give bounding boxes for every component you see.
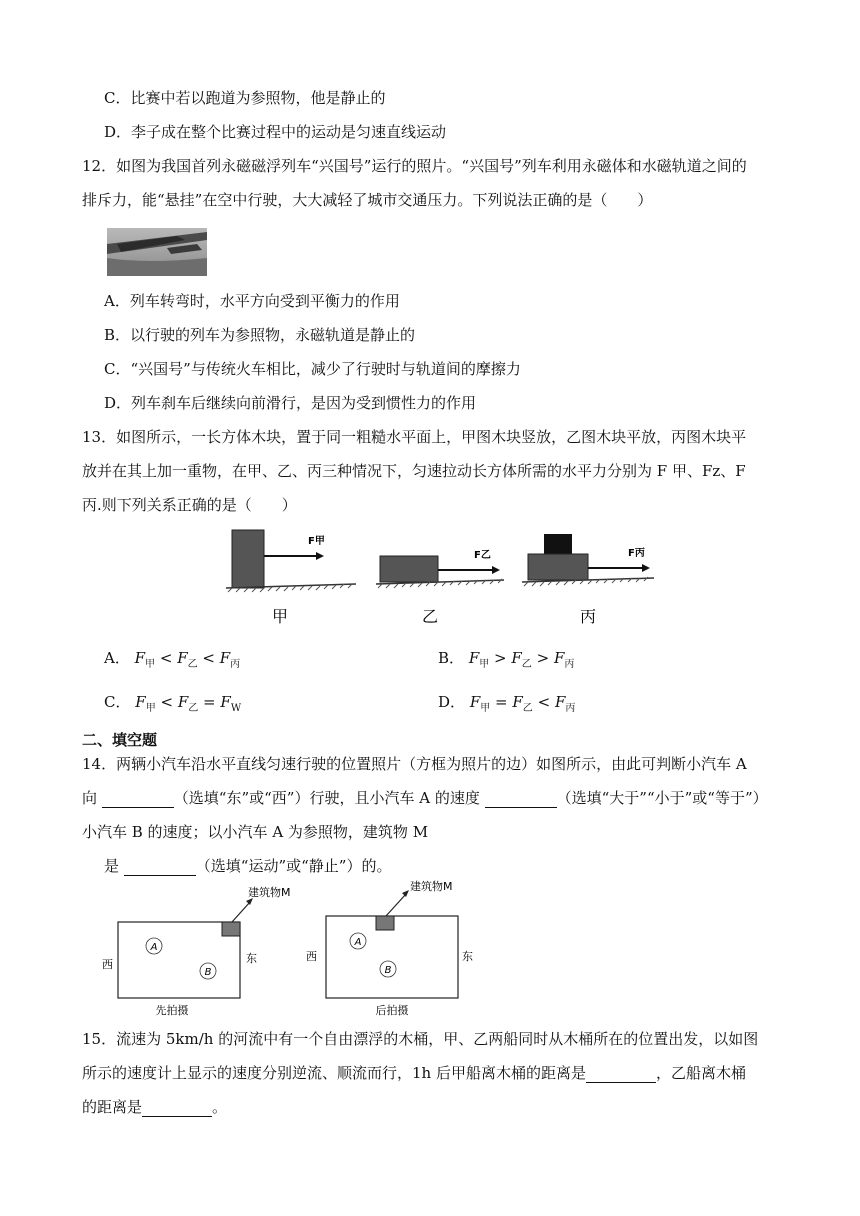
caption-second: 后拍摄 (375, 1004, 409, 1017)
q13-option-a: A． $F_甲 < F_乙 < F_丙$ (104, 649, 241, 670)
q14-stem-line2: 向 （选填“东”或“西”）行驶，且小汽车 A 的速度 （选填“大于”“小于”或“等于”） (82, 789, 768, 807)
q12-stem-line1: 12．如图为我国首列永磁磁浮列车“兴国号”运行的照片。“兴国号”列车利用永磁体和水磁轨道之间的 (82, 157, 747, 175)
caption-first: 先拍摄 (155, 1004, 189, 1017)
east-label-second: 东 (462, 950, 473, 963)
figure-bing (522, 534, 654, 626)
west-label-second: 西 (306, 950, 317, 963)
q12-option-a: A．列车转弯时，水平方向受到平衡力的作用 (104, 292, 400, 310)
q13-stem-line2: 放并在其上加一重物，在甲、乙、丙三种情况下，匀速拉动长方体所需的水平力分别为 F 甲、Fz、F (82, 462, 746, 480)
q12-option-c: C．“兴国号”与传统火车相比，减少了行驶时与轨道间的摩擦力 (104, 360, 521, 378)
q14-blank-1[interactable] (102, 791, 174, 808)
q14-stem-line4: 是 （选填“运动”或“静止”）的。 (104, 857, 392, 875)
maglev-train-photo (107, 228, 207, 276)
photo-first (102, 885, 291, 1017)
force-label-bing: F丙 (628, 548, 645, 559)
q13-option-b: B． $F_甲 > F_乙 > F_丙$ (438, 649, 575, 670)
section-heading-fill-blank: 二、填空题 (82, 731, 158, 749)
force-label-jia: F甲 (308, 536, 325, 547)
q13-stem-line1: 13．如图所示，一长方体木块，置于同一粗糙水平面上，甲图木块竖放，乙图木块平放，丙图木块平 (82, 428, 747, 446)
car-b-second: B (384, 965, 392, 976)
car-b-first: B (204, 967, 212, 978)
q15-stem-line1: 15．流速为 5km/h 的河流中有一个自由漂浮的木桶，甲、乙两船同时从木桶所在的位置出发，以如图 (82, 1030, 759, 1048)
building-label-second: 建筑物M (410, 880, 453, 893)
west-label-first: 西 (102, 958, 113, 971)
q14-stem-line3: 小汽车 B 的速度；以小汽车 A 为参照物，建筑物 M (82, 823, 429, 841)
q14-blank-2[interactable] (485, 791, 557, 808)
building-label-first: 建筑物M (248, 886, 291, 899)
q13-stem-line3: 丙.则下列关系正确的是（ ） (82, 496, 297, 514)
q14-figure (96, 880, 496, 1020)
q15-stem-line2: 所示的速度计上显示的速度分别逆流、顺流而行，1h 后甲船离木桶的距离是 ，乙船离木桶 (82, 1064, 746, 1082)
q12-stem-line2: 排斥力，能“悬挂”在空中行驶，大大减轻了城市交通压力。下列说法正确的是（ ） (82, 191, 653, 209)
q13-option-d: D． $F_甲 = F_乙 < F_丙$ (438, 693, 576, 714)
car-a-second: A (354, 937, 362, 948)
force-label-yi: F乙 (474, 550, 491, 561)
q11-option-c: C．比赛中若以跑道为参照物，他是静止的 (104, 89, 386, 107)
figure-label-bing: 丙 (579, 607, 597, 626)
photo-second (306, 880, 473, 1017)
q14-stem-line1: 14．两辆小汽车沿水平直线匀速行驶的位置照片（方框为照片的边）如图所示，由此可判断小汽车 A (82, 755, 747, 773)
figure-yi (376, 549, 504, 626)
car-a-first: A (150, 942, 158, 953)
q15-blank-2[interactable] (142, 1100, 212, 1117)
q12-option-b: B．以行驶的列车为参照物，永磁轨道是静止的 (104, 326, 416, 344)
figure-label-yi: 乙 (421, 607, 439, 626)
q15-blank-1[interactable] (586, 1066, 656, 1083)
q13-option-c: C． $F_甲 < F_乙 = F_W$ (104, 693, 242, 714)
q13-figure (222, 526, 662, 630)
figure-jia (226, 530, 356, 626)
q15-stem-line3: 的距离是 。 (82, 1098, 228, 1116)
q12-option-d: D．列车刹车后继续向前滑行，是因为受到惯性力的作用 (104, 394, 477, 412)
q14-blank-3[interactable] (124, 859, 196, 876)
q11-option-d: D．李子成在整个比赛过程中的运动是匀速直线运动 (104, 123, 447, 141)
figure-label-jia: 甲 (271, 607, 289, 626)
east-label-first: 东 (246, 952, 257, 965)
